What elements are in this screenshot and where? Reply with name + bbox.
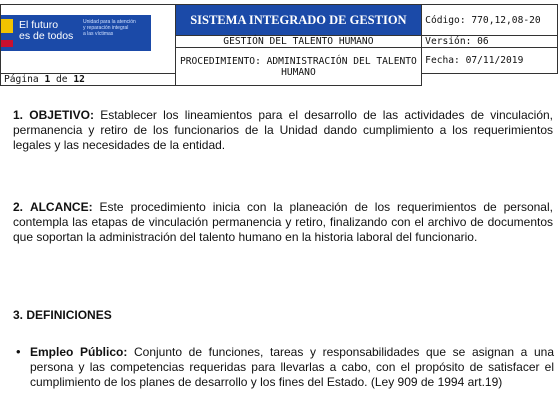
document-code: Código: 770,12,08-20 <box>422 5 558 36</box>
logo-unit-name: Unidad para la atención y reparación integral a las víctimas <box>83 19 136 37</box>
area-name: GESTIÓN DEL TALENTO HUMANO <box>175 36 422 48</box>
section-number: 2. <box>13 200 24 214</box>
page-number: Página 1 de 12 <box>1 74 176 86</box>
logo-cell <box>1 5 176 74</box>
document-version: Versión: 06 <box>422 36 558 48</box>
colombia-shield-icon <box>1 19 13 47</box>
section-title: DEFINICIONES <box>26 308 112 322</box>
section-objective <box>13 108 553 153</box>
system-title: SISTEMA INTEGRADO DE GESTION <box>175 5 422 36</box>
document-header <box>0 4 558 86</box>
section-body: Este procedimiento inicia con la planeación de los requerimientos de personal, contempla las etapas de vinculación permanencia y retiro, finalizando con el archivo de documentos que soportan la administración del talento humano en la historia laboral del funcionario. <box>13 200 553 244</box>
definition-term: Empleo Público: <box>30 345 128 359</box>
section-body: Establecer los lineamientos para el desarrollo de las actividades de vinculación, permanencia y retiro de los funcionarios de la Unidad dando cumplimiento a los requerimientos legales y las necesidades de la entidad. <box>13 108 553 152</box>
section-number: 1. <box>13 108 24 122</box>
section-number: 3. <box>13 308 24 322</box>
page-current: 1 <box>44 74 51 85</box>
definition-item <box>30 345 554 390</box>
bullet-icon: • <box>16 344 21 359</box>
definition-text: Conjunto de funciones, tareas y responsabilidades que se asignan a una persona y las competencias requeridas para llevarlas a cabo, con el propósito de satisfacer el cumplimiento de los planes de desarrollo y los fines del Estado. (Ley 909 de 1994 art.19) <box>30 345 555 389</box>
procedure-name: PROCEDIMIENTO: ADMINISTRACIÓN DEL TALENTO HUMANO <box>175 48 422 86</box>
section-title: OBJETIVO: <box>29 108 94 122</box>
logo-slogan: El futuro es de todos <box>19 19 74 42</box>
page-total: 12 <box>73 74 85 85</box>
document-date: Fecha: 07/11/2019 <box>422 48 558 74</box>
section-definitions <box>13 308 553 323</box>
section-scope <box>13 200 553 245</box>
section-title: ALCANCE: <box>29 200 93 214</box>
institution-logo <box>1 15 151 51</box>
